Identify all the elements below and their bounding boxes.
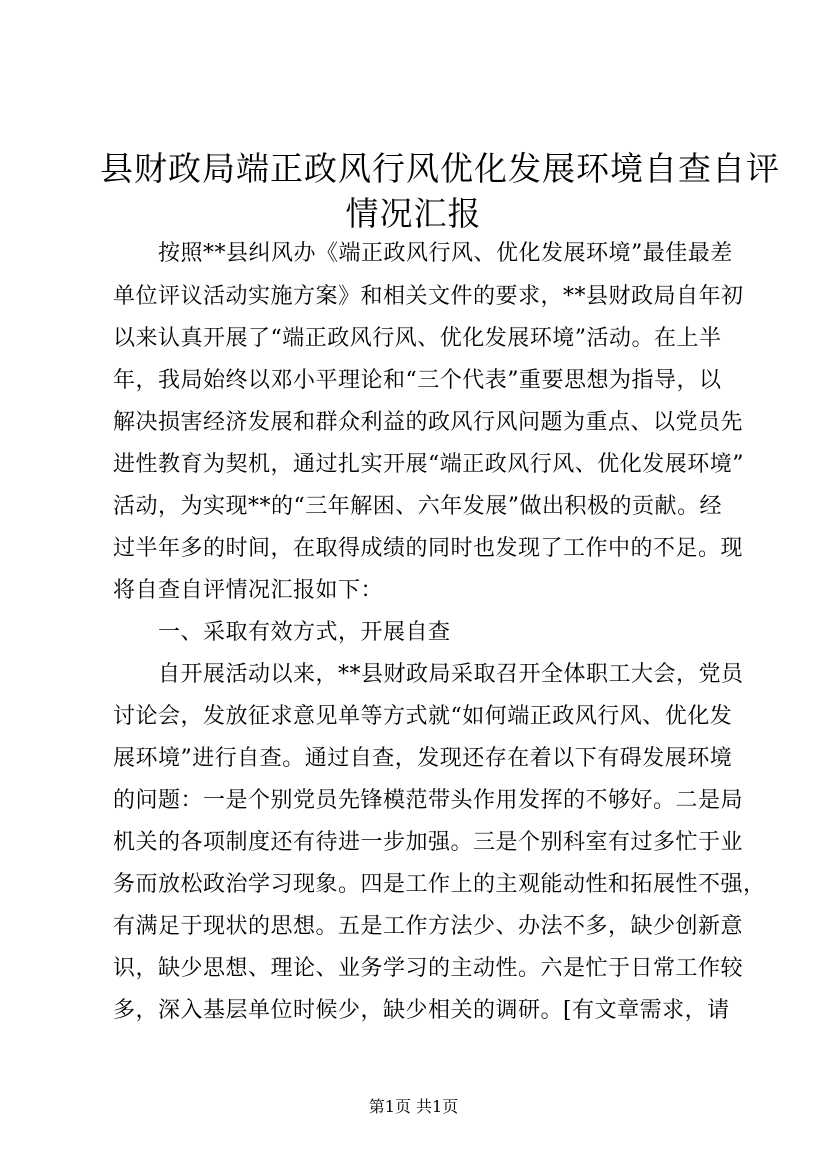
document-title-line-1: 县财政局端正政风行风优化发展环境自查自评 [100, 149, 780, 188]
paragraph-line: 识，缺少思想、理论、业务学习的主动性。六是忙于日常工作较 [113, 956, 744, 981]
paragraph-line: 展环境”进行自查。通过自查，发现还存在着以下有碍发展环境 [113, 746, 733, 771]
paragraph-line: 讨论会，发放征求意见单等方式就“如何端正政风行风、优化发 [113, 704, 733, 729]
paragraph-line: 多，深入基层单位时候少，缺少相关的调研。[有文章需求，请 [113, 998, 730, 1023]
paragraph-line: 将自查自评情况汇报如下： [113, 578, 384, 603]
paragraph-line: 单位评议活动实施方案》和相关文件的要求，**县财政局自年初 [113, 284, 744, 309]
page-number-footer: 第1页 共1页 [368, 1097, 459, 1116]
paragraph-line: 活动，为实现**的“三年解困、六年发展”做出积极的贡献。经 [113, 494, 722, 519]
paragraph-line: 按照**县纠风办《端正政风行风、优化发展环境”最佳最差 [158, 241, 733, 266]
paragraph-line: 有满足于现状的思想。五是工作方法少、办法不多，缺少创新意 [113, 914, 744, 939]
paragraph-line: 以来认真开展了“端正政风行风、优化发展环境”活动。在上半 [113, 326, 722, 351]
paragraph-line: 务而放松政治学习现象。四是工作上的主观能动性和拓展性不强， [113, 872, 766, 897]
paragraph-line: 进性教育为契机，通过扎实开展“端正政风行风、优化发展环境” [113, 452, 744, 477]
paragraph-line: 自开展活动以来，**县财政局采取召开全体职工大会，党员 [158, 662, 744, 687]
paragraph-line: 机关的各项制度还有待进一步加强。三是个别科室有过多忙于业 [113, 830, 744, 855]
paragraph-line: 解决损害经济发展和群众利益的政风行风问题为重点、以党员先 [113, 410, 744, 435]
paragraph-line: 年，我局始终以邓小平理论和“三个代表”重要思想为指导，以 [113, 368, 722, 393]
paragraph-line: 过半年多的时间，在取得成绩的同时也发现了工作中的不足。现 [113, 536, 744, 561]
paragraph-line: 的问题：一是个别党员先锋模范带头作用发挥的不够好。二是局 [113, 788, 744, 813]
section-heading: 一、采取有效方式，开展自查 [158, 620, 451, 645]
document-title-line-2: 情况汇报 [345, 194, 482, 233]
